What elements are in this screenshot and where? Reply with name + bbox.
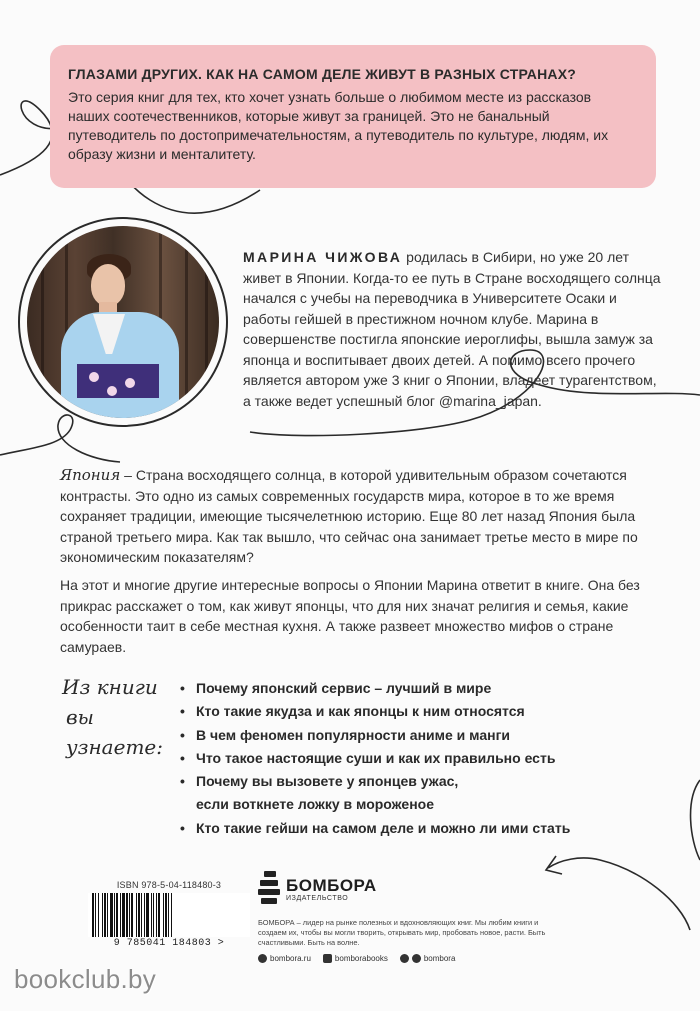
series-description: Это серия книг для тех, кто хочет узнать больше о любимом месте из рассказов наших соотечественников, которые живут за границей. Это не банальный путеводитель по достопримечательностям, а путеводитель по культуре, людям, их образу жизни и менталитету. <box>68 89 609 162</box>
bullet: • <box>180 819 185 836</box>
publisher-logo-icon <box>258 869 280 909</box>
globe-icon <box>258 954 267 963</box>
list-item-text: Что такое настоящие суши и как их правильно есть <box>196 749 556 766</box>
learn-label <box>62 672 182 762</box>
social-icon <box>400 954 409 963</box>
publisher-logo <box>258 866 558 912</box>
intro-paragraph: На этот и многие другие интересные вопросы о Японии Марина ответит в книге. Она без прикрас расскажет о том, как живут японцы, что для них значат религия и семья, какие особенности таит в себе местная кухня. А также развеет множество мифов о стране самураев. <box>60 577 640 655</box>
list-item <box>180 677 660 700</box>
learn-list <box>180 677 660 840</box>
list-item <box>180 700 660 723</box>
swirl-bottom-right <box>691 780 700 860</box>
vk-icon <box>323 954 332 963</box>
arrow-bottom-right <box>548 858 690 930</box>
isbn-block <box>88 880 250 949</box>
list-item-text: Кто такие гейши на самом деле и можно ли ими стать <box>196 819 571 836</box>
bullet: • <box>180 726 185 743</box>
social-other <box>400 954 456 963</box>
list-item-text: В чем феномен популярности аниме и манги <box>196 726 511 743</box>
watermark: bookclub.by <box>14 964 157 994</box>
japan-paragraph <box>60 465 650 568</box>
list-item-text: Почему вы вызовете у японцев ужас, если воткнете ложку в мороженое <box>196 773 459 813</box>
series-info-box <box>50 45 656 188</box>
bullet: • <box>180 703 185 720</box>
social-vk <box>323 954 388 963</box>
learn-label-line2: вы узнаете: <box>66 705 163 759</box>
list-item <box>180 817 660 840</box>
publisher-description: БОМБОРА – лидер на рынке полезных и вдохновляющих книг. Мы любим книги и создаем их, чтобы вы могли творить, открывать мир, пробовать новое, расти. Быть счастливыми. Быть на волне. <box>258 918 546 947</box>
publisher-block <box>258 866 558 963</box>
publisher-socials <box>258 954 558 963</box>
social-icon-2 <box>412 954 421 963</box>
publisher-subtitle: ИЗДАТЕЛЬСТВО <box>286 894 349 902</box>
author-bio <box>243 247 663 411</box>
barcode-number: 9 785041 184803 > <box>113 938 225 949</box>
list-item <box>180 724 660 747</box>
list-item-text: Кто такие якудза и как японцы к ним относятся <box>196 703 525 720</box>
publisher-name: БОМБОРА <box>286 875 377 895</box>
isbn-label: ISBN 978-5-04-118480-3 <box>116 880 222 890</box>
learn-label-line1: Из книги <box>62 675 158 699</box>
list-item-text: Почему японский сервис – лучший в мире <box>196 680 492 696</box>
series-title: ГЛАЗАМИ ДРУГИХ. КАК НА САМОМ ДЕЛЕ ЖИВУТ В РАЗНЫХ СТРАНАХ? <box>68 66 577 82</box>
list-item <box>180 770 660 817</box>
social-other-label: bombora <box>423 954 456 963</box>
barcode <box>88 893 250 937</box>
japan-text: – Страна восходящего солнца, в которой удивительным образом сочетаются контрасты. Это одно из самых современных государств мира, которое в то же время сохраняет традиции, имеющие тысячелетнюю историю. Еще 80 лет назад Япония была страной третьего мира. Как так вышло, что сейчас она занимает третье место в мире по экономическим показателям? <box>60 467 638 565</box>
author-photo <box>27 226 219 418</box>
author-name: МАРИНА ЧИЖОВА <box>243 249 403 265</box>
list-item <box>180 747 660 770</box>
bullet: • <box>180 749 185 766</box>
author-bio-text: родилась в Сибири, но уже 20 лет живет в Японии. Когда-то ее путь в Стране восходящего солнца начался с учебы на переводчика в Университете Осаки и работы гейшей в престижном ночном клубе. Марина в совершенстве постигла японские иероглифы, вышла замуж за японца и воспитывает двоих детей. А помимо всего прочего является автором уже 3 книг о Японии, владеет турагентством, а также ведет успешный блог @marina_japan. <box>243 249 661 409</box>
social-site-label: bombora.ru <box>270 954 311 963</box>
bullet: • <box>180 680 185 696</box>
social-vk-label: bomborabooks <box>334 954 388 963</box>
japan-script-word: Япония <box>60 466 121 484</box>
bullet: • <box>180 773 185 790</box>
social-site <box>258 954 311 963</box>
